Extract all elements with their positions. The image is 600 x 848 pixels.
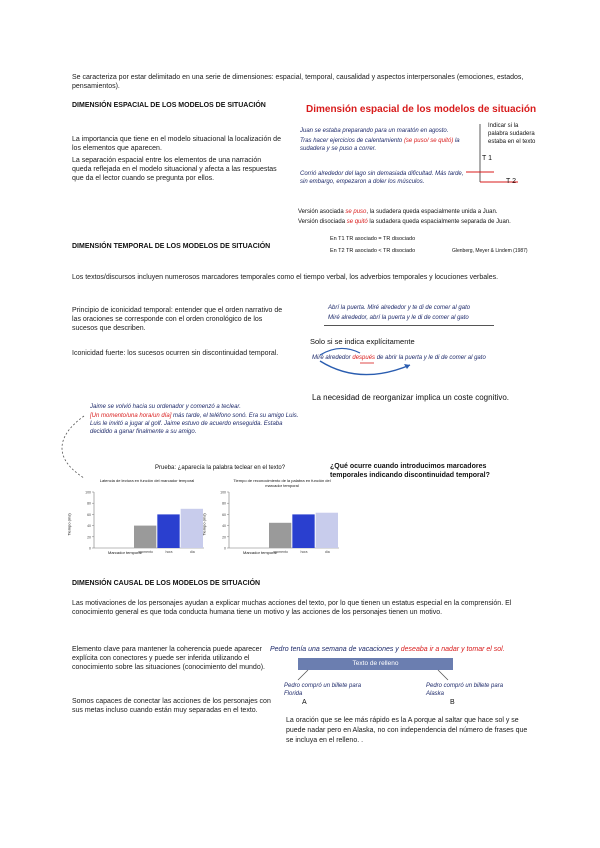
- s2-options: (se puso/ se quitó): [403, 138, 454, 144]
- l3-connector: después: [352, 355, 376, 361]
- t1-label: T 1: [482, 155, 492, 162]
- temporal-paragraph-2: Principio de iconicidad temporal: entender que el orden narrativo de las oraciones se corresponde con el orden cronológico de los sucesos que describen.: [72, 307, 283, 332]
- y-tick-label: 20: [222, 535, 226, 540]
- chart-1-svg: [68, 478, 208, 556]
- category-label: momento: [138, 550, 153, 554]
- spatial-figure-note: Indicar si la palabra sudadera estaba en el texto: [488, 123, 536, 145]
- bar-día: [181, 509, 203, 548]
- chart-2-svg: [203, 478, 343, 556]
- v1-part-c: , la sudadera queda espacialmente unida a Juan.: [366, 209, 498, 215]
- y-tick-label: 0: [89, 546, 91, 551]
- chart-1-ylabel: Tiempo (ms): [66, 513, 72, 536]
- spatial-paragraph-1: La importancia que tiene en el modelo situacional la localización de los elementos que aparecen.: [72, 136, 281, 152]
- v1-verb: se puso: [345, 209, 367, 215]
- y-tick-label: 100: [220, 490, 226, 495]
- chart-1: [68, 478, 208, 556]
- spatial-figure: [296, 100, 536, 265]
- story-continuation: más tarde, el teléfono sonó. Era su amigo Luis. Luis le invitó a jugar al golf. Jaime estuvo de acuerdo enseguida. Estaba decidido a ganar finalmente a su amigo.: [90, 413, 299, 435]
- story-body: [90, 412, 305, 436]
- y-tick-label: 60: [87, 512, 91, 517]
- v1-part-a: Versión asociada: [298, 209, 346, 215]
- category-label: hora: [165, 550, 173, 554]
- continuation-b: Pedro compró un billete para Alaska: [426, 683, 504, 697]
- causal-heading: DIMENSIÓN CAUSAL DE LOS MODELOS DE SITUACIÓN: [72, 580, 261, 587]
- iconicity-sentence-2: Miré alrededor, abrí la puerta y le di de comer al gato: [328, 315, 469, 321]
- s2-part-a: Tras hacer ejercicios de calentamiento: [300, 138, 404, 144]
- y-tick-label: 20: [87, 535, 91, 540]
- temporal-heading: DIMENSIÓN TEMPORAL DE LOS MODELOS DE SITUACIÓN: [72, 243, 271, 250]
- y-tick-label: 80: [222, 501, 226, 506]
- category-label: momento: [273, 550, 288, 554]
- chart-1-xlabel: Marcador temporal: [108, 550, 142, 555]
- causal-paragraph-1: Las motivaciones de los personajes ayudan a explicar muchas acciones del texto, por lo que tienen un estatus especial en la comprensión. El conocimiento general es que toda conducta humana tiene un motivo y las acciones de los personajes tienen un motivo.: [72, 600, 512, 616]
- probe-question: Prueba: ¿aparecía la palabra teclear en el texto?: [155, 465, 286, 471]
- chart-1-title: Latencia de lectura en función del marcador temporal: [99, 478, 195, 483]
- spatial-heading: DIMENSIÓN ESPACIAL DE LOS MODELOS DE SITUACIÓN: [72, 102, 266, 109]
- finding-t1: En T1 TR asociado = TR disociado: [330, 236, 416, 242]
- story-line-1: Jaime se volvió hacia su ordenador y comenzó a teclear.: [90, 404, 241, 410]
- chart-2-title: Tiempo de reconocimiento de la palabra en función del marcador temporal: [233, 478, 331, 488]
- category-label: hora: [300, 550, 308, 554]
- category-label: día: [324, 550, 330, 554]
- bar-hora: [157, 514, 179, 548]
- story-markers: [Un momento/una hora/un día]: [90, 413, 172, 419]
- continuation-a: Pedro compró un billete para Florida: [284, 683, 362, 697]
- v2-part-c: la sudadera queda espacialmente separada de Juan.: [367, 219, 511, 225]
- bar-hora: [292, 514, 314, 548]
- sentence-underline: [324, 315, 494, 326]
- causal-result: La oración que se lee más rápido es la A porque al saltar que hace sol y se puede nadar pero en Alaska, no con independencia del número de frases que se incluya en el relleno. .: [286, 717, 528, 744]
- y-tick-label: 40: [87, 524, 91, 529]
- y-tick-label: 0: [224, 546, 226, 551]
- v2-part-a: Versión disociada: [298, 219, 347, 225]
- filler-text-box: Texto de relleno: [298, 658, 453, 670]
- causal-figure: [268, 644, 538, 784]
- temporal-figure: [310, 303, 540, 403]
- version-dissociated: [298, 218, 538, 226]
- bar-momento: [269, 523, 291, 548]
- temporal-paragraph-3: Iconicidad fuerte: los sucesos ocurren sin discontinuidad temporal.: [72, 350, 279, 357]
- causal-goal: deseaba ir a nadar y tomar el sol.: [400, 646, 505, 653]
- l3-part-c: de abrir la puerta y le di de comer al gato: [375, 355, 486, 361]
- spatial-figure-sentence-1: Juan se estaba preparando para un maratón en agosto.: [300, 128, 449, 134]
- y-tick-label: 60: [222, 512, 226, 517]
- story-brace: [58, 412, 88, 482]
- temporal-paragraph-1: Los textos/discursos incluyen numerosos marcadores temporales como el tiempo verbal, los adverbios temporales y locuciones verbales.: [72, 274, 499, 281]
- iconicity-sentence-1: Abrí la puerta. Miré alrededor y te di de comer al gato: [328, 305, 471, 311]
- spatial-citation: Glenberg, Meyer & Lindem (1987): [452, 248, 528, 254]
- v2-verb: se quitó: [346, 219, 368, 225]
- spatial-figure-sentence-2: [300, 137, 470, 153]
- bar-momento: [134, 526, 156, 548]
- s2-part-c: la sudadera y se puso a correr.: [300, 138, 460, 152]
- bar-día: [316, 513, 338, 548]
- chart-2-xlabel: Marcador temporal: [243, 550, 277, 555]
- intro-paragraph: Se caracteriza por estar delimitado en una serie de dimensiones: espacial, temporal, causalidad y aspectos interpersonales (emociones, estados, pensamientos).: [72, 74, 524, 90]
- causal-sentence: [270, 646, 505, 653]
- t2-label: T 2: [506, 178, 516, 185]
- spatial-figure-title: Dimensión espacial de los modelos de situación: [306, 104, 537, 115]
- chart-2-ylabel: Tiempo (ms): [201, 513, 207, 536]
- causal-paragraph-3: Somos capaces de conectar las acciones de los personajes con sus metas incluso cuando están muy separadas en el texto.: [72, 698, 271, 714]
- spatial-paragraph-2: La separación espacial entre los elementos de una narración queda reflejada en el modelo situacional y afecta a las respuestas que da el lector cuando se pregunta por ellos.: [72, 157, 277, 182]
- cognitive-cost: La necesidad de reorganizar implica un coste cognitivo.: [312, 393, 510, 402]
- chart-2: [203, 478, 343, 556]
- reorder-arrow: [310, 341, 540, 381]
- spatial-figure-sentence-3: Corrió alrededor del lago sin demasiada dificultad. Más tarde, sin embargo, empezaron a doler los músculos.: [300, 171, 464, 185]
- y-tick-label: 80: [87, 501, 91, 506]
- explicit-only-label: Solo si se indica explícitamente: [310, 337, 415, 346]
- label-a: A: [302, 699, 307, 706]
- label-b: B: [450, 699, 455, 706]
- y-tick-label: 100: [85, 490, 91, 495]
- y-tick-label: 40: [222, 524, 226, 529]
- causal-sentence-part-a: Pedro tenía una semana de vacaciones y: [270, 646, 401, 653]
- version-associated: [298, 208, 538, 216]
- finding-t2: En T2 TR asociado < TR disociado: [330, 248, 416, 254]
- l3-part-a: Miré alrededor: [312, 355, 353, 361]
- temporal-question: ¿Qué ocurre cuando introducimos marcadores temporales indicando discontinuidad temporal?: [330, 463, 490, 479]
- causal-paragraph-2: Elemento clave para mantener la coherencia puede aparecer explícita con conectores y puede ser inferida utilizando el conocimiento sobre las situaciones (conocimiento del mundo).: [72, 646, 265, 671]
- category-label: día: [189, 550, 195, 554]
